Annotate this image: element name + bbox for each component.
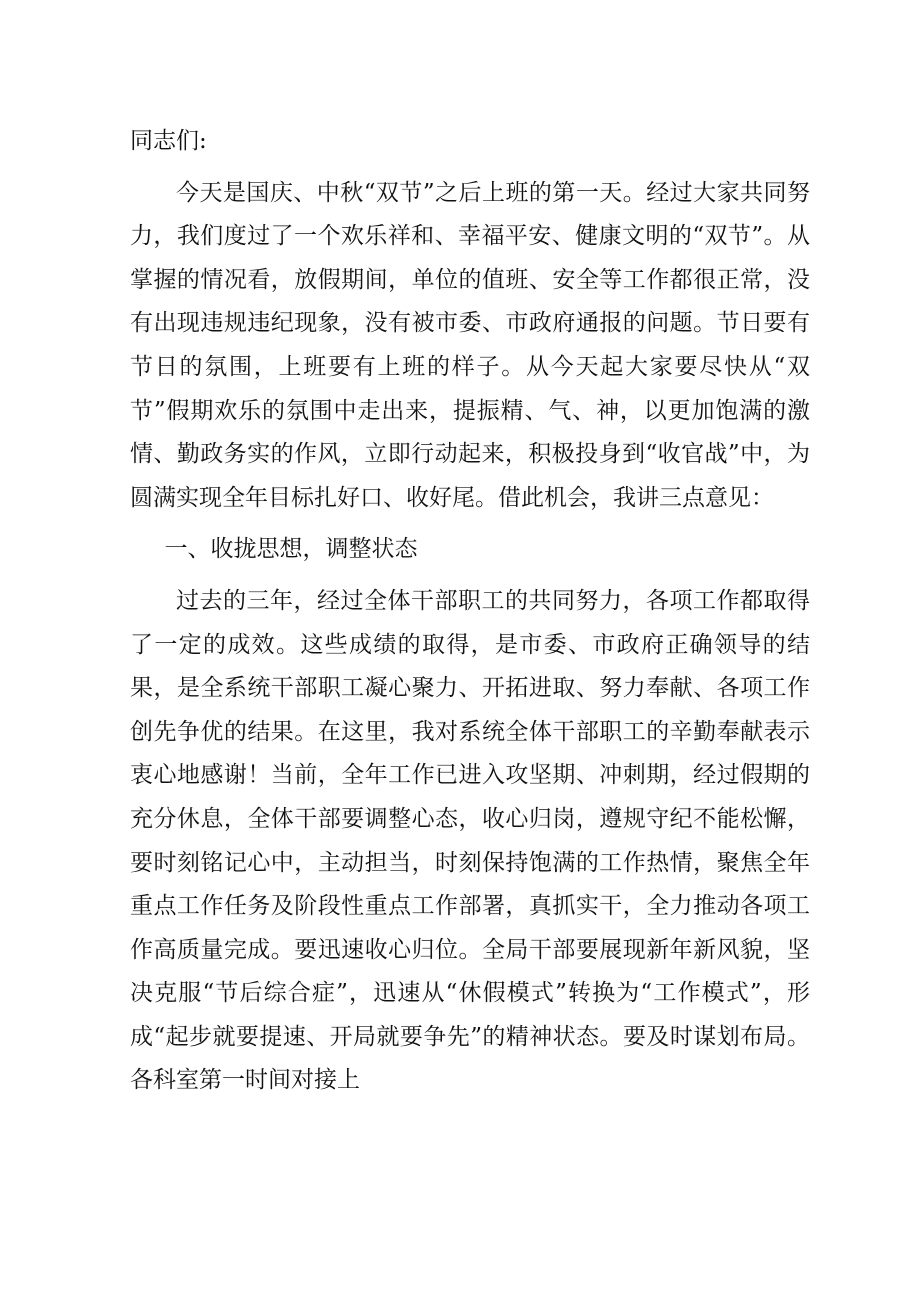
body-paragraph: 过去的三年，经过全体干部职工的共同努力，各项工作都取得了一定的成效。这些成绩的取得，是市委、市政府正确领导的结果，是全系统干部职工凝心聚力、开拓进取、努力奉献、各项工作创先争优的结果。在这里，我对系统全体干部职工的辛勤奉献表示衷心地感谢！当前，全年工作已进入攻坚期、冲刺期，经过假期的充分休息，全体干部要调整心态，收心归岗，遵规守纪不能松懈，要时刻铭记心中，主动担当，时刻保持饱满的工作热情，聚焦全年重点工作任务及阶段性重点工作部署，真抓实干，全力推动各项工作高质量完成。要迅速收心归位。全局干部要展现新年新风貌，坚决克服“节后综合症”，迅速从“休假模式”转换为“工作模式”，形成“起步就要提速、开局就要争先”的精神状态。要及时谋划布局。各科室第一时间对接上 [130, 587, 810, 1094]
section-heading-1: 一、收拢思想，调整状态 [164, 536, 418, 563]
salutation: 同志们: [130, 128, 207, 154]
document-body [130, 120, 810, 1111]
opening-paragraph: 今天是国庆、中秋“双节”之后上班的第一天。经过大家共同努力，我们度过了一个欢乐祥和、幸福平安、健康文明的“双节”。从掌握的情况看，放假期间，单位的值班、安全等工作都很正常，没有出现违规违纪现象，没有被市委、市政府通报的问题。节日要有节日的氛围，上班要有上班的样子。从今天起大家要尽快从“双节”假期欢乐的氛围中走出来，提振精、气、神，以更加饱满的激情、勤政务实的作风，立即行动起来，积极投身到“收官战”中，为圆满实现全年目标扎好口、收好尾。借此机会，我讲三点意见： [130, 179, 810, 511]
